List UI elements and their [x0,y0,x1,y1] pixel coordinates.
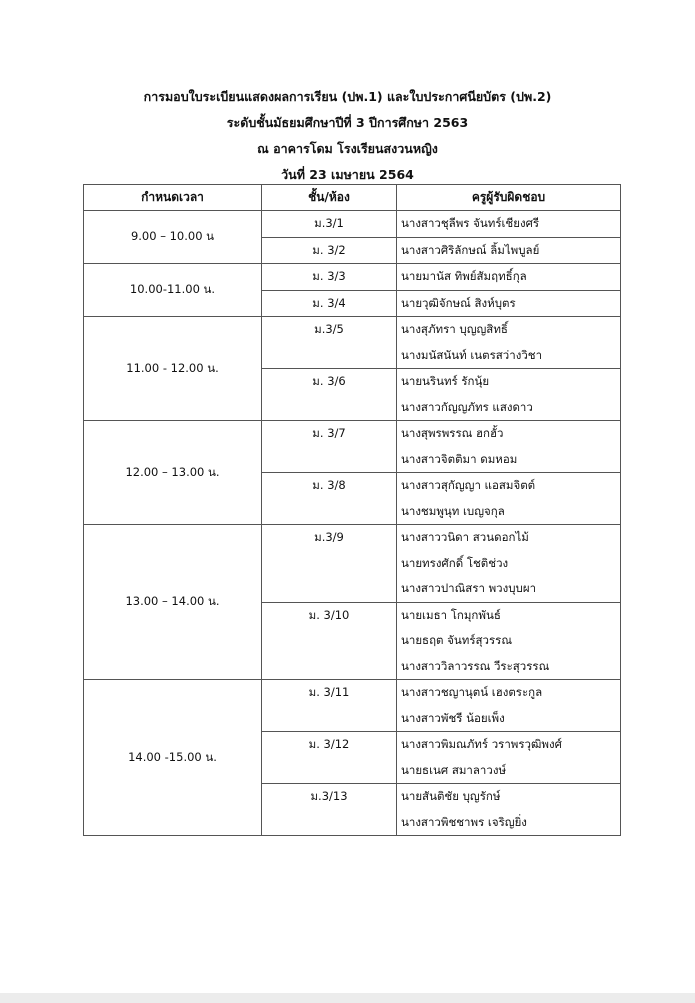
teacher-name: นางสาวปาณิสรา พวงบุบผา [401,581,537,595]
teacher-cell [397,680,621,732]
teacher-cell [397,473,621,525]
teacher-name: นางสาววิลาวรรณ วีระสุวรรณ [401,658,550,673]
teacher-name: นายธเนศ สมาลาวงษ์ [401,762,507,777]
time-slot-cell: 10.00-11.00 น. [84,264,262,317]
teacher-name: นายวุฒิจักษณ์ สิงห์บุตร [401,295,516,310]
teacher-cell [397,525,621,603]
class-room-cell [262,421,397,473]
teacher-name: นางสาวศิริลักษณ์ ลิ้มไพบูลย์ [401,242,540,257]
class-room-label: ม.3/5 [314,322,344,336]
table-row [84,264,621,291]
teacher-cell [397,237,621,264]
class-room-cell [262,290,397,317]
class-room-label: ม.3/13 [310,789,348,803]
teacher-name: นางสาวชญานุตน์ เฮงตระกูล [401,685,543,699]
class-room-cell [262,525,397,603]
class-room-label: ม.3/1 [314,216,344,230]
document-header [0,84,695,188]
teacher-name: นางชมพูนุท เบญจกุล [401,503,505,518]
teacher-cell [397,369,621,421]
class-room-label: ม. 3/12 [308,737,350,751]
teacher-name: นายเมธา โกมุกพันธ์ [401,607,501,622]
teacher-cell [397,264,621,291]
teacher-name: นายนรินทร์ รักนุ้ย [401,374,490,388]
class-room-cell [262,237,397,264]
page-bottom-edge [0,993,695,1003]
column-header-room: ชั้น/ห้อง [262,185,397,211]
class-room-cell [262,317,397,369]
column-header-time: กำหนดเวลา [84,185,262,211]
teacher-name: นางสาวชุลีพร จันทร์เชียงศรี [401,216,540,230]
table-row [84,211,621,238]
class-room-cell [262,473,397,525]
column-header-teacher: ครูผู้รับผิดชอบ [397,185,621,211]
teacher-name: นางสาววนิดา สวนดอกไม้ [401,530,529,544]
class-room-label: ม. 3/10 [308,607,350,622]
class-room-label: ม. 3/2 [312,242,346,257]
class-room-label: ม. 3/11 [308,685,350,699]
header-date: วันที่ 23 เมษายน 2564 [281,167,414,182]
teacher-cell [397,602,621,680]
time-slot-cell: 13.00 – 14.00 น. [84,525,262,680]
time-slot-cell: 12.00 – 13.00 น. [84,421,262,525]
class-room-label: ม. 3/4 [312,295,346,310]
teacher-cell [397,732,621,784]
teacher-name: นายธฤต จันทร์สุวรรณ [401,633,513,647]
teacher-name: นางสาวพิมณภัทร์ วราพรวุฒิพงศ์ [401,737,562,751]
header-level: ระดับชั้นมัธยมศึกษาปีที่ 3 ปีการศึกษา 2563 [226,115,469,130]
teacher-cell [397,211,621,238]
class-room-cell [262,369,397,421]
teacher-name: นางสุพรพรรณ ฮกฮั้ว [401,426,504,440]
teacher-name: นายทรงศักดิ์ โชติช่วง [401,555,509,570]
class-room-cell [262,602,397,680]
class-room-cell [262,732,397,784]
schedule-table [83,184,621,836]
teacher-name: นางสาวพิชชาพร เจริญยิ่ง [401,814,527,829]
class-room-cell [262,264,397,291]
header-title: การมอบใบระเบียนแสดงผลการเรียน (ปพ.1) และใบประกาศนียบัตร (ปพ.2) [143,89,552,104]
schedule-body [84,211,621,836]
teacher-cell [397,421,621,473]
table-row [84,421,621,473]
header-location: ณ อาคารโดม โรงเรียนสงวนหญิง [257,141,438,156]
teacher-name: นางสุภัทรา บุญญสิทธิ์ [401,322,508,336]
table-header-row [84,185,621,211]
class-room-label: ม. 3/3 [312,269,346,283]
class-room-cell [262,680,397,732]
class-room-cell [262,211,397,238]
teacher-name: นางมนัสนันท์ เนตรสว่างวิชา [401,347,543,362]
class-room-cell [262,784,397,836]
teacher-cell [397,317,621,369]
teacher-name: นางสาวกัญญภัทร แสงดาว [401,399,533,414]
table-row [84,680,621,732]
time-slot-cell: 9.00 – 10.00 น [84,211,262,264]
class-room-label: ม. 3/7 [312,426,346,440]
class-room-label: ม. 3/8 [312,478,346,492]
teacher-name: นายสันติชัย บุญรักษ์ [401,789,501,803]
teacher-name: นายมานัส ทิพย์สัมฤทธิ์กุล [401,269,527,283]
table-row [84,317,621,369]
teacher-name: นางสาวจิตติมา ดมหอม [401,451,518,466]
teacher-name: นางสาวสุกัญญา แอสมจิตต์ [401,478,536,492]
time-slot-cell: 11.00 - 12.00 น. [84,317,262,421]
time-slot-cell: 14.00 -15.00 น. [84,680,262,836]
teacher-name: นางสาวพัชรี น้อยเพ็ง [401,710,505,725]
teacher-cell [397,290,621,317]
class-room-label: ม. 3/6 [312,374,346,388]
teacher-cell [397,784,621,836]
table-row [84,525,621,603]
class-room-label: ม.3/9 [314,530,344,544]
